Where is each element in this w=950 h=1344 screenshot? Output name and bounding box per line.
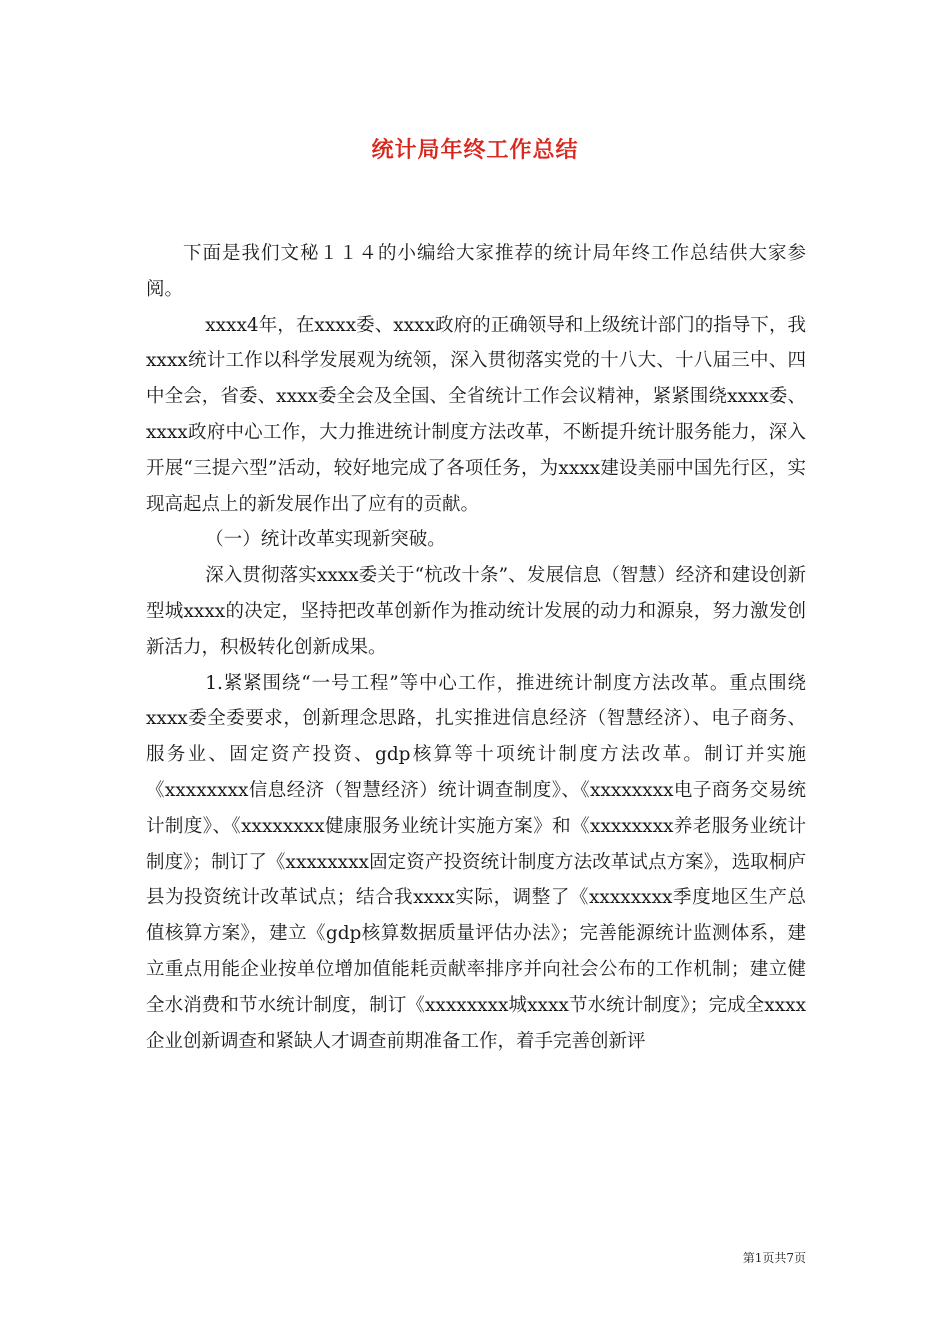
- section-heading-reform: （一）统计改革实现新突破。: [205, 529, 446, 551]
- paragraph-reform-summary: 深入贯彻落实xxxx委关于“杭改十条”、发展信息（智慧）经济和建设创新型城xxxx的决定，坚持把改革创新作为推动统计发展的动力和源泉，努力激发创新活力，积极转化创新成果。: [146, 565, 806, 658]
- paragraph-reform-item-1: 1.紧紧围绕“一号工程”等中心工作，推进统计制度方法改革。重点围绕xxxx委全委要求，创新理念思路，扎实推进信息经济（智慧经济）、电子商务、服务业、固定资产投资、gdp核算等十项统计制度方法改革。制订并实施《xxxxxxxx信息经济（智慧经济）统计调查制度》、《xxxxxxxx电子商务交易统计制度》、《xxxxxxxx健康服务业统计实施方案》和《xxxxxxxx养老服务业统计制度》；制订了《xxxxxxxx固定资产投资统计制度方法改革试点方案》，选取桐庐县为投资统计改革试点；结合我xxxx实际，调整了《xxxxxxxx季度地区生产总值核算方案》，建立《gdp核算数据质量评估办法》；完善能源统计监测体系，建立重点用能企业按单位增加值能耗贡献率排序并向社会公布的工作机制；建立健全水消费和节水统计制度，制订《xxxxxxxx城xxxx节水统计制度》；完成全xxxx企业创新调查和紧缺人才调查前期准备工作，着手完善创新评: [146, 672, 806, 1052]
- document-body: [146, 236, 806, 1059]
- page-number: 第1页共7页: [742, 1251, 806, 1265]
- paragraph-overview: xxxx4年，在xxxx委、xxxx政府的正确领导和上级统计部门的指导下，我xxxx统计工作以科学发展观为统领，深入贯彻落实党的十八大、十八届三中、四中全会，省委、xxxx委全会及全国、全省统计工作会议精神，紧紧围绕xxxx委、xxxx政府中心工作，大力推进统计制度方法改革，不断提升统计服务能力，深入开展“三提六型”活动，较好地完成了各项任务，为xxxx建设美丽中国先行区，实现高起点上的新发展作出了应有的贡献。: [146, 314, 806, 515]
- document-title: 统计局年终工作总结: [371, 137, 579, 163]
- paragraph-intro: 下面是我们文秘１１４的小编给大家推荐的统计局年终工作总结供大家参阅。: [146, 243, 806, 300]
